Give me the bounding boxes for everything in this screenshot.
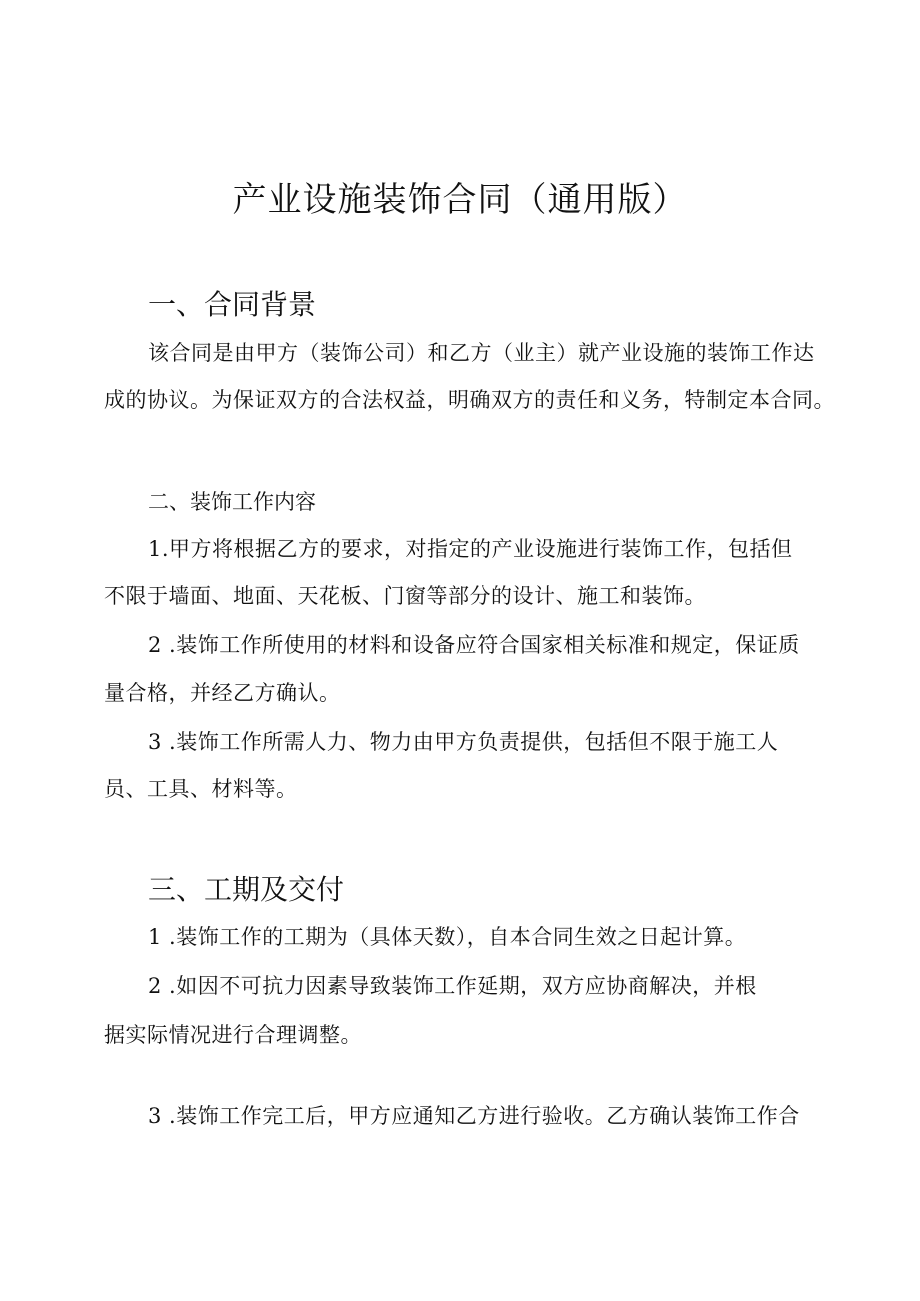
section-heading-background: 一、合同背景 — [148, 288, 317, 321]
paragraph-line: 该合同是由甲方（装饰公司）和乙方（业主）就产业设施的装饰工作达 — [148, 341, 815, 365]
paragraph-line: 成的协议。为保证双方的合法权益，明确双方的责任和义务，特制定本合同。 — [104, 388, 835, 412]
paragraph-line: 员、工具、材料等。 — [104, 777, 298, 801]
paragraph-line: 1.甲方将根据乙方的要求，对指定的产业设施进行装饰工作，包括但 — [148, 537, 793, 561]
section-heading-content: 二、装饰工作内容 — [148, 490, 316, 514]
paragraph-line: 2 .如因不可抗力因素导致装饰工作延期，双方应协商解决，并根 — [148, 974, 757, 998]
paragraph-line: 3 .装饰工作所需人力、物力由甲方负责提供，包括但不限于施工人 — [148, 730, 779, 754]
paragraph-line: 2 .装饰工作所使用的材料和设备应符合国家相关标准和规定，保证质 — [148, 633, 800, 657]
paragraph-line: 不限于墙面、地面、天花板、门窗等部分的设计、施工和装饰。 — [104, 584, 706, 608]
paragraph-line: 据实际情况进行合理调整。 — [104, 1023, 362, 1047]
paragraph-line: 3 .装饰工作完工后，甲方应通知乙方进行验收。乙方确认装饰工作合 — [148, 1104, 800, 1128]
section-heading-schedule: 三、工期及交付 — [148, 873, 345, 906]
paragraph-line: 量合格，并经乙方确认。 — [104, 681, 341, 705]
document-title: 产业设施装饰合同（通用版） — [232, 180, 688, 220]
paragraph-line: 1 .装饰工作的工期为（具体天数），自本合同生效之日起计算。 — [148, 925, 747, 949]
